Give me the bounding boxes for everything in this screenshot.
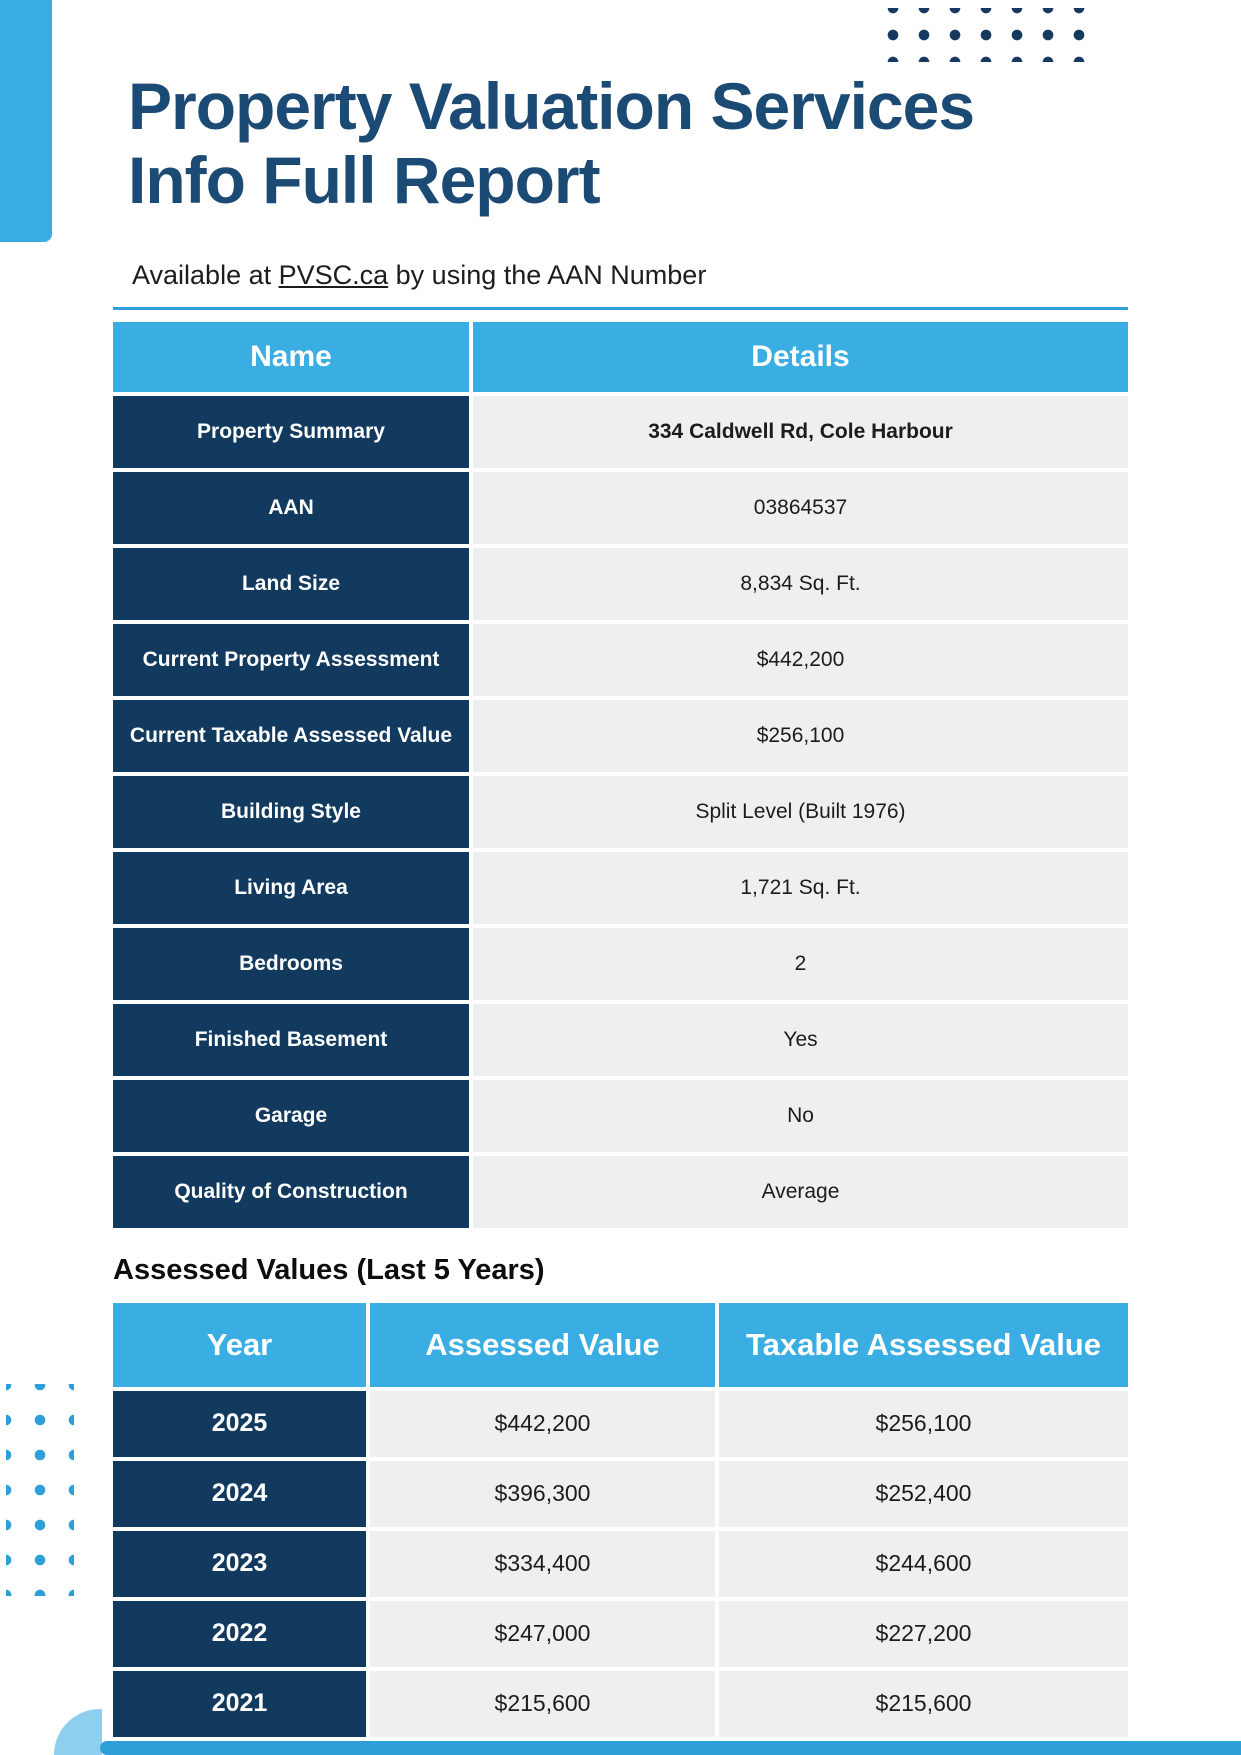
property-details-table bbox=[113, 322, 1128, 1228]
row-label: Current Property Assessment bbox=[113, 624, 469, 696]
row-year: 2023 bbox=[113, 1531, 366, 1597]
values-table-header-row bbox=[113, 1303, 1128, 1387]
row-label: Property Summary bbox=[113, 396, 469, 468]
row-taxable-value: $227,200 bbox=[719, 1601, 1128, 1667]
row-value: 8,834 Sq. Ft. bbox=[473, 548, 1128, 620]
page-title-line1: Property Valuation Services bbox=[128, 69, 975, 143]
availability-note bbox=[132, 260, 1241, 291]
row-assessed-value: $215,600 bbox=[370, 1671, 715, 1737]
row-year: 2021 bbox=[113, 1671, 366, 1737]
table-row bbox=[113, 1080, 1128, 1152]
row-label: Bedrooms bbox=[113, 928, 469, 1000]
row-value: Average bbox=[473, 1156, 1128, 1228]
row-taxable-value: $244,600 bbox=[719, 1531, 1128, 1597]
details-header-details: Details bbox=[473, 322, 1128, 392]
pvsc-link[interactable]: PVSC.ca bbox=[278, 259, 389, 290]
row-taxable-value: $215,600 bbox=[719, 1671, 1128, 1737]
values-header-year: Year bbox=[113, 1303, 366, 1387]
table-row bbox=[113, 1531, 1128, 1597]
content-column bbox=[113, 307, 1128, 1737]
row-label: Current Taxable Assessed Value bbox=[113, 700, 469, 772]
subtitle-divider bbox=[113, 307, 1128, 310]
details-header-name: Name bbox=[113, 322, 469, 392]
row-label: Quality of Construction bbox=[113, 1156, 469, 1228]
table-row bbox=[113, 852, 1128, 924]
table-row bbox=[113, 700, 1128, 772]
values-header-taxable: Taxable Assessed Value bbox=[719, 1303, 1128, 1387]
row-value: Split Level (Built 1976) bbox=[473, 776, 1128, 848]
bottom-accent-bar bbox=[100, 1741, 1241, 1755]
row-value: Yes bbox=[473, 1004, 1128, 1076]
table-row bbox=[113, 1156, 1128, 1228]
row-label: Living Area bbox=[113, 852, 469, 924]
details-table-body bbox=[113, 396, 1128, 1228]
row-label: AAN bbox=[113, 472, 469, 544]
row-value: 03864537 bbox=[473, 472, 1128, 544]
availability-note-prefix: Available at bbox=[132, 259, 279, 290]
assessed-values-table bbox=[113, 1303, 1128, 1737]
row-value: No bbox=[473, 1080, 1128, 1152]
values-header-assessed: Assessed Value bbox=[370, 1303, 715, 1387]
row-taxable-value: $256,100 bbox=[719, 1391, 1128, 1457]
table-row bbox=[113, 1461, 1128, 1527]
row-year: 2022 bbox=[113, 1601, 366, 1667]
row-assessed-value: $334,400 bbox=[370, 1531, 715, 1597]
row-label: Building Style bbox=[113, 776, 469, 848]
values-table-body bbox=[113, 1391, 1128, 1737]
row-value: 334 Caldwell Rd, Cole Harbour bbox=[473, 396, 1128, 468]
row-year: 2025 bbox=[113, 1391, 366, 1457]
details-table-header-row bbox=[113, 322, 1128, 392]
table-row bbox=[113, 1391, 1128, 1457]
table-row bbox=[113, 472, 1128, 544]
row-label: Garage bbox=[113, 1080, 469, 1152]
availability-note-suffix: by using the AAN Number bbox=[388, 259, 707, 290]
top-left-accent-bar bbox=[0, 0, 52, 242]
page-title-line2: Info Full Report bbox=[128, 142, 600, 217]
row-value: $256,100 bbox=[473, 700, 1128, 772]
dot-grid-bottom-left-icon bbox=[6, 1384, 74, 1596]
table-row bbox=[113, 928, 1128, 1000]
table-row bbox=[113, 624, 1128, 696]
page-title bbox=[128, 70, 1181, 218]
bottom-left-corner-disc bbox=[54, 1709, 102, 1755]
table-row bbox=[113, 776, 1128, 848]
table-row bbox=[113, 1004, 1128, 1076]
dot-grid-top-right-icon bbox=[879, 8, 1093, 62]
table-row bbox=[113, 1601, 1128, 1667]
row-value: $442,200 bbox=[473, 624, 1128, 696]
row-label: Finished Basement bbox=[113, 1004, 469, 1076]
row-value: 1,721 Sq. Ft. bbox=[473, 852, 1128, 924]
table-row bbox=[113, 548, 1128, 620]
assessed-values-heading: Assessed Values (Last 5 Years) bbox=[113, 1253, 545, 1286]
row-label: Land Size bbox=[113, 548, 469, 620]
row-assessed-value: $442,200 bbox=[370, 1391, 715, 1457]
row-year: 2024 bbox=[113, 1461, 366, 1527]
table-row bbox=[113, 1671, 1128, 1737]
row-value: 2 bbox=[473, 928, 1128, 1000]
table-row bbox=[113, 396, 1128, 468]
row-assessed-value: $247,000 bbox=[370, 1601, 715, 1667]
row-taxable-value: $252,400 bbox=[719, 1461, 1128, 1527]
row-assessed-value: $396,300 bbox=[370, 1461, 715, 1527]
